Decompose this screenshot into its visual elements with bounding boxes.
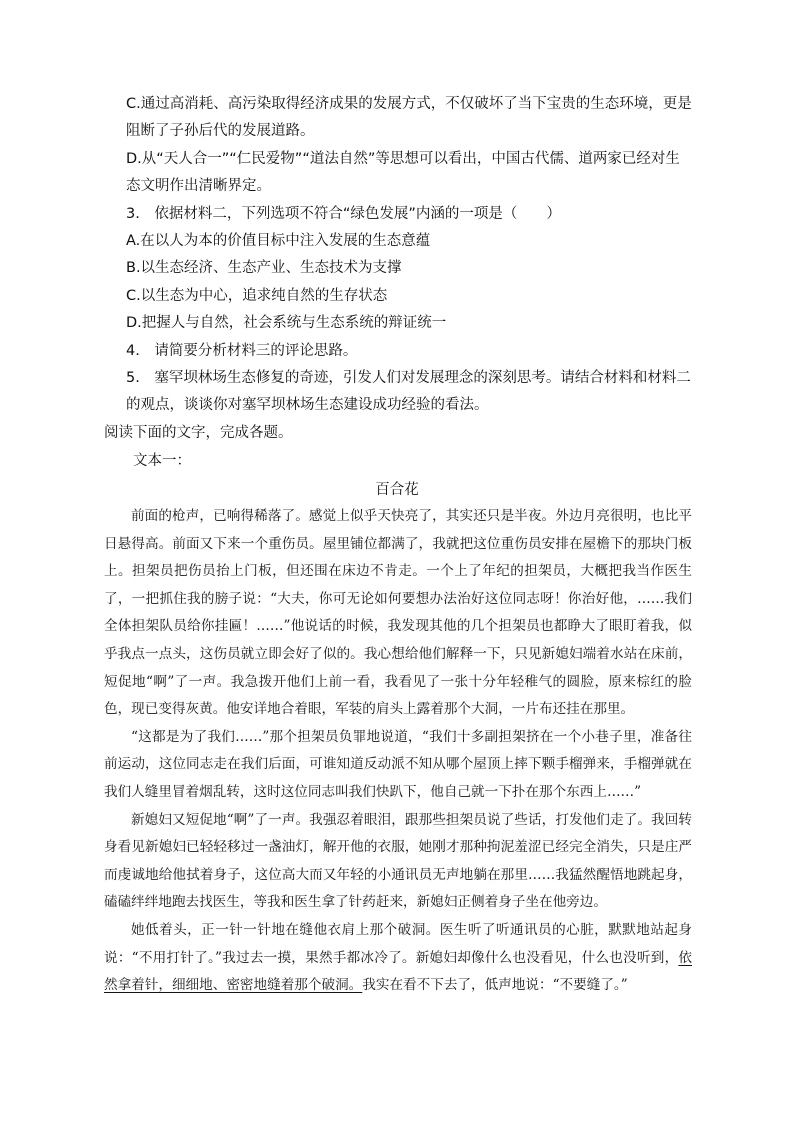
q3-option-c: C.以生态为中心，追求纯自然的生存状态 — [126, 287, 388, 304]
underlined-sentence: 依然拿着针，细细地、密密地缝着那个破洞。 — [104, 949, 692, 994]
q3-stem: 3. 依据材料二，下列选项不符合“绿色发展”内涵的一项是（ ） — [126, 205, 561, 222]
story-title: 百合花 — [375, 482, 419, 498]
text1-label: 文本一： — [133, 453, 191, 469]
story-paragraph-4-text-a: 她低着头，正一针一针地在缝他衣肩上那个破洞。医生听了听通讯员的心脏，默默地站起身说：“不用打针了。”我过去一摸，果然手都冰冷了。新媳妇却像什么也没看见，什么也没听到， — [104, 921, 692, 966]
story-paragraph-4-text-b: 我实在看不下去了，低声地说：“不要缝了。” — [362, 977, 628, 994]
q2-option-d: D.从“天人合一”“仁民爱物”“道法自然”等思想可以看出，中国古代儒、道两家已经对生态文明作出清晰界定。 — [126, 150, 680, 195]
q4-stem: 4. 请简要分析材料三的评论思路。 — [126, 342, 358, 359]
story-paragraph-4 — [104, 917, 692, 1000]
story-paragraph-3: 新媳妇又短促地“啊”了一声。我强忍着眼泪，跟那些担架员说了些话，打发他们走了。我回转身看见新媳妇已轻轻移过一盏油灯，解开他的衣服，她刚才那种拘泥羞涩已经完全消失，只是庄严而虔诚地给他拭着身子，这位高大而又年轻的小通讯员无声地躺在那里……我猛然醒悟地跳起身，磕磕绊绊地跑去找医生，等我和医生拿了针药赶来，新媳妇正侧着身子坐在他旁边。 — [104, 811, 692, 911]
q3-option-b: B.以生态经济、生态产业、生态技术为支撑 — [126, 260, 402, 277]
question-options-continued — [126, 91, 694, 420]
story-paragraph-1: 前面的枪声，已响得稀落了。感觉上似乎天快亮了，其实还只是半夜。外边月亮很明，也比平日悬得高。前面又下来一个重伤员。屋里铺位都满了，我就把这位重伤员安排在屋檐下的那块门板上。担架员把伤员抬上门板，但还围在床边不肯走。一个上了年纪的担架员，大概把我当作医生了，一把抓住我的膀子说：“大夫，你可无论如何要想办法治好这位同志呀！你治好他，……我们全体担架队员给你挂匾！……”他说话的时候，我发现其他的几个担架员也都睁大了眼盯着我，似乎我点一点头，这伤员就立即会好了似的。我心想给他们解释一下，只见新媳妇端着水站在床前，短促地“啊”了一声。我急拨开他们上前一看，我看见了一张十分年轻稚气的圆脸，原来棕红的脸色，现已变得灰黄。他安详地合着眼，军装的肩头上露着那个大洞，一片布还挂在那里。 — [104, 508, 692, 718]
q3-option-d: D.把握人与自然，社会系统与生态系统的辩证统一 — [126, 315, 447, 332]
reading-instruction: 阅读下面的文字，完成各题。 — [104, 425, 293, 441]
story-body — [104, 503, 692, 1000]
q5-stem: 5. 塞罕坝林场生态修复的奇迹，引发人们对发展理念的深刻思考。请结合材料和材料二的观点，谈谈你对塞罕坝林场生态建设成功经验的看法。 — [126, 370, 691, 414]
q2-option-c: C.通过高消耗、高污染取得经济成果的发展方式，不仅破坏了当下宝贵的生态环境，更是阻断了子孙后代的发展道路。 — [126, 96, 692, 140]
q3-option-a: A.在以人为本的价值目标中注入发展的生态意蕴 — [126, 233, 431, 250]
story-paragraph-2: “这都是为了我们……”那个担架员负罪地说道，“我们十多副担架挤在一个小巷子里，准备往前运动，这位同志走在我们后面，可谁知道反动派不知从哪个屋顶上摔下颗手榴弹来，手榴弹就在我们人缝里冒着烟乱转，这时这位同志叫我们快趴下，他自己就一下扑在那个东西上……” — [104, 728, 692, 800]
